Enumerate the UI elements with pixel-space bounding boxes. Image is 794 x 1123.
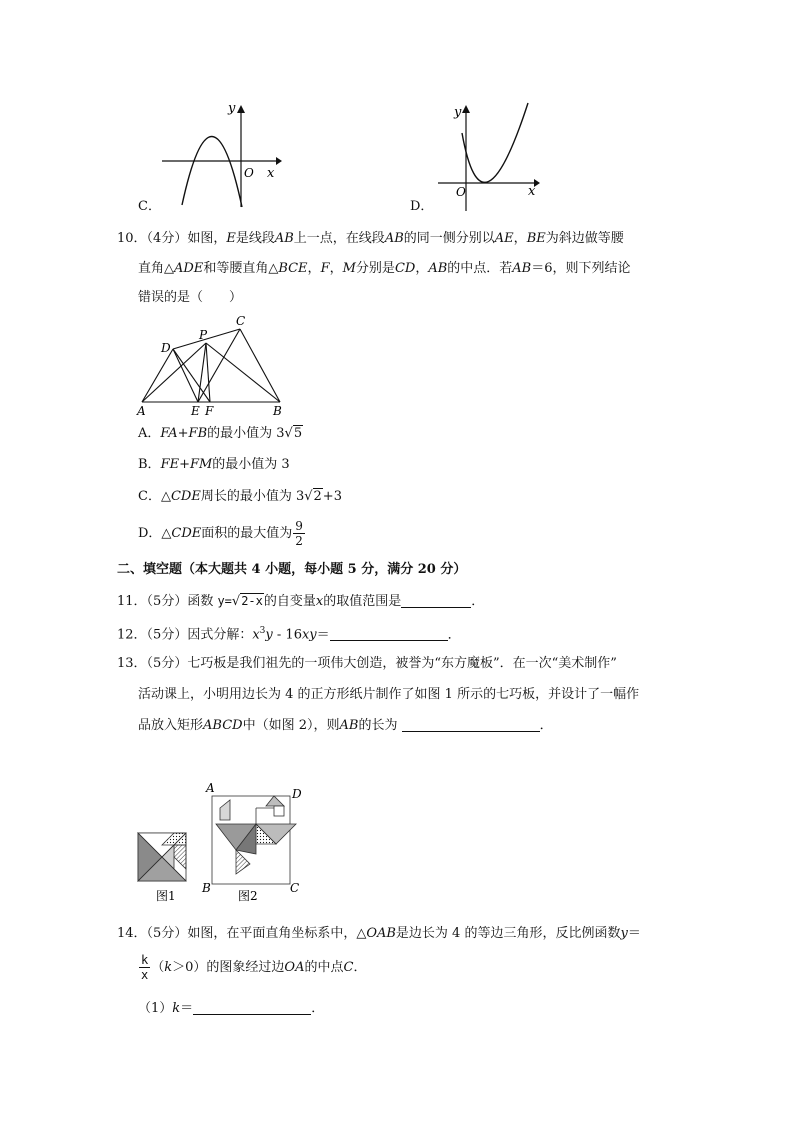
tangram-square <box>138 833 186 881</box>
option-c-label: C． <box>138 199 161 214</box>
q10-option-a: A．FA+FB的最小值为 3√5 <box>138 426 303 441</box>
tangram-figures <box>130 778 320 908</box>
q13-line3: 品放入矩形ABCD中（如图 2），则AB的长为 ． <box>138 718 553 733</box>
tangram-rectangle <box>212 796 296 884</box>
q14-line2: $\frac{k}{x}$ （k＞0）的图象经过边OA的中点C． <box>141 953 367 982</box>
q13-line1: 13．（5分）七巧板是我们祖先的一项伟大创造，被誉为“东方魔板”．在一次“美术制作” <box>117 656 617 671</box>
option-d-label: D． <box>410 199 434 214</box>
origin-label: O <box>244 166 254 180</box>
point-f: F <box>205 404 214 418</box>
q10-line1: 10．（4分）如图，E是线段AB上一点，在线段AB的同一侧分别以AE，BE为斜边做等腰 <box>117 231 624 246</box>
section-title: 二、填空题（本大题共 4 小题，每小题 5 分，满分 20 分） <box>117 562 467 577</box>
x-axis-label: x <box>267 166 275 181</box>
point-e: E <box>191 404 200 418</box>
answer-blank[interactable] <box>402 717 540 732</box>
rect-point-d: D <box>292 787 302 801</box>
answer-blank[interactable] <box>193 1000 311 1015</box>
q11: 11．（5分）函数 y=√2-x的自变量x的取值范围是 ． <box>117 594 485 609</box>
answer-blank[interactable] <box>330 626 448 641</box>
q10-line2: 直角△ADE和等腰直角△BCE，F，M分别是CD，AB的中点．若AB＝6，则下列结论 <box>138 261 631 276</box>
q10-line3: 错误的是（ ） <box>138 290 243 305</box>
figure2-caption: 图2 <box>238 889 258 903</box>
y-axis-label: y <box>228 101 236 116</box>
rect-point-a: A <box>206 781 215 795</box>
geometry-figure <box>130 310 300 420</box>
rect-point-c: C <box>290 881 300 895</box>
q14-line1: 14．（5分）如图，在平面直角坐标系中，△OAB是边长为 4 的等边三角形，反比例函数y＝ <box>117 926 641 941</box>
tangram-svg <box>130 778 320 908</box>
q12: 12．（5分）因式分解：$x^3y - 16xy=$ ． <box>117 626 461 643</box>
y-axis-label: y <box>454 105 462 120</box>
figure1-caption: 图1 <box>156 889 176 903</box>
point-a: A <box>137 404 146 418</box>
point-d: D <box>161 341 171 355</box>
origin-label: O <box>456 185 466 199</box>
point-p: P <box>199 328 208 342</box>
q14-line3: （1）k＝ ． <box>138 1001 325 1016</box>
point-b: B <box>273 404 282 418</box>
q10-option-c: C．△CDE周长的最小值为 3√2+3 <box>138 489 342 504</box>
q10-option-b: B．FE+FM的最小值为 3 <box>138 457 290 472</box>
q10-figure <box>130 310 300 420</box>
answer-blank[interactable] <box>401 593 471 608</box>
figure-d <box>410 95 560 215</box>
q10-option-d: D．△CDE面积的最大值为 $\frac{9}{2}$ <box>138 519 303 548</box>
x-axis-label: x <box>528 184 536 199</box>
figure-c <box>130 95 290 215</box>
rect-point-b: B <box>202 881 211 895</box>
q13-line2: 活动课上，小明用边长为 4 的正方形纸片制作了如图 1 所示的七巧板，并设计了一幅作 <box>138 687 640 702</box>
point-c: C <box>236 314 246 328</box>
